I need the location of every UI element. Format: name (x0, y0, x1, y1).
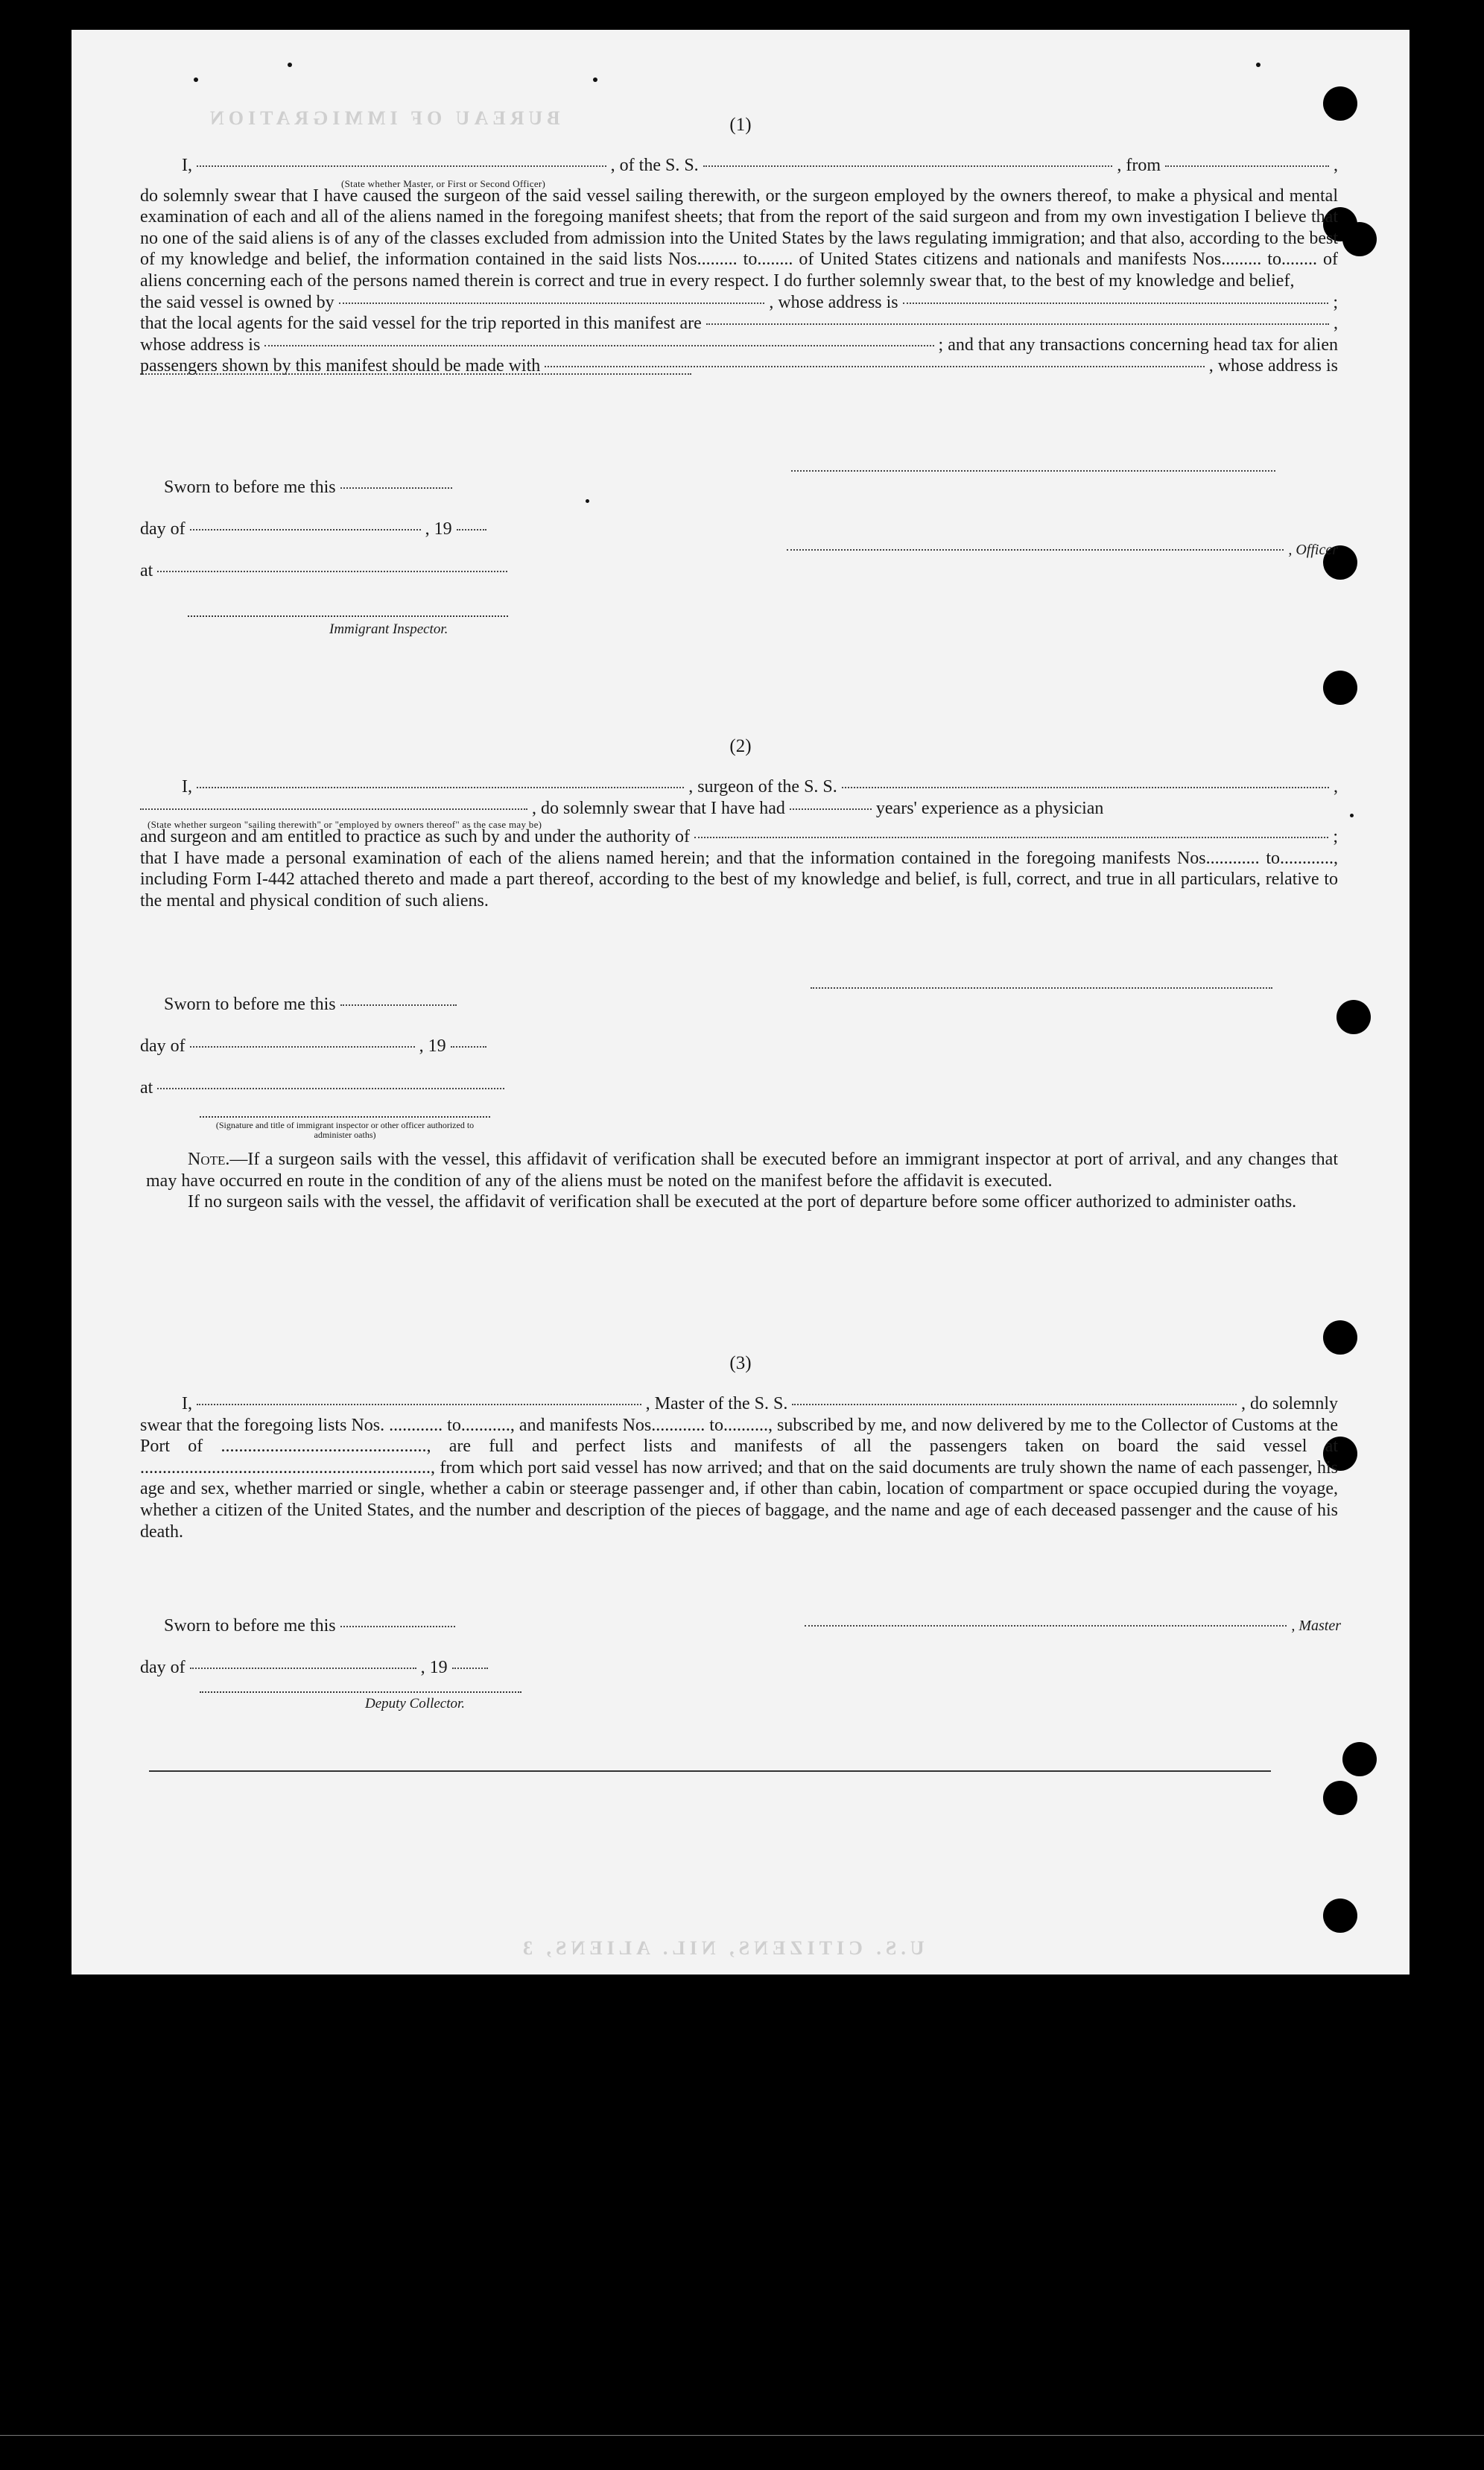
place-field[interactable] (157, 571, 507, 572)
officer-name-field[interactable] (197, 165, 606, 167)
label: I, (182, 777, 192, 797)
officer-label: , Officer (1288, 542, 1338, 558)
bottom-rule (149, 1770, 1271, 1772)
label: , Master of the S. S. (645, 1394, 788, 1413)
vessel-name-field[interactable] (703, 165, 1113, 167)
note-text: —If a surgeon sails with the vessel, this affidavit of verification shall be executed before an immigrant inspector at port of arrival, and any changes that may have occurred en route in the condition of any of the aliens must be noted on the manifest before the affidavit is executed. (146, 1150, 1338, 1191)
departure-port-field[interactable] (1165, 165, 1329, 167)
speck (194, 77, 198, 82)
label: ; (1333, 292, 1339, 312)
punch-hole (1323, 1899, 1357, 1933)
section-2-surgeon-sig (806, 991, 1342, 992)
owner-field[interactable] (339, 303, 765, 304)
officer-signature-line[interactable] (200, 1116, 490, 1118)
punch-hole (1323, 671, 1357, 705)
section-2-opening (140, 776, 1338, 912)
month-field[interactable] (190, 1668, 416, 1669)
punch-hole (1336, 1000, 1371, 1034)
section-1-officer-sig (787, 539, 1338, 561)
surgeon-name-field[interactable] (197, 787, 684, 788)
year-field[interactable] (457, 529, 486, 531)
form-page (72, 30, 1410, 1975)
note-text-2: If no surgeon sails with the vessel, the affidavit of verification shall be executed at the port of departure before some officer authorized to administer oaths. (188, 1192, 1297, 1212)
master-name-field[interactable] (197, 1404, 641, 1405)
section-3-jurat (164, 1615, 611, 1637)
affidavit-body: swear that the foregoing lists Nos. ............ to..........., and manifests Nos............ to.........., subscribed by me, and now delivered by me to the Collector of Customs at the Port of .............................................., are full and perfect lists and manifests of all the passengers taken on board the said vessel at ................................................................., from which port said vessel has now arrived; and that on the said documents are truly shown the name of each passenger, his age and sex, whether married or single, whether a cabin or steerage passenger and, if other than cabin, location of compartment or space occupied during the voyage, whether a citizen of the United States, and the number and description of the pieces of baggage, and the name and age of each deceased passenger and the cause of his death. (140, 1415, 1338, 1542)
master-signature-field[interactable] (805, 1625, 1287, 1627)
label: , 19 (425, 519, 452, 539)
month-field[interactable] (190, 1046, 415, 1048)
sworn-date-field[interactable] (340, 487, 452, 489)
month-field[interactable] (190, 529, 421, 531)
vessel-name-field[interactable] (842, 787, 1329, 788)
section-2-day (140, 1036, 617, 1057)
label: , do solemnly (1241, 1394, 1338, 1413)
year-field[interactable] (452, 1668, 488, 1669)
agents-field[interactable] (706, 323, 1329, 325)
punch-hole (1342, 222, 1377, 256)
master-label: , Master (1291, 1618, 1341, 1634)
section-2-note (146, 1149, 1338, 1213)
section-2-jurat (164, 994, 611, 1016)
officer-signature-field[interactable] (791, 470, 1275, 472)
label: ; (1333, 827, 1338, 847)
sworn-date-field[interactable] (340, 1004, 457, 1006)
speck (593, 77, 597, 82)
label: I, (182, 1394, 192, 1413)
label: at (140, 1078, 153, 1098)
vessel-name-field[interactable] (792, 1404, 1237, 1405)
speck (586, 499, 589, 503)
speck (1350, 814, 1354, 817)
section-1-day (140, 519, 587, 540)
label: passengers shown by this manifest should be made with (140, 356, 541, 376)
authority-field[interactable] (694, 837, 1328, 838)
surgeon-status-field[interactable] (140, 808, 527, 810)
section-2-number: (2) (729, 736, 752, 756)
label: day of (140, 1658, 186, 1677)
label: at (140, 561, 153, 580)
years-field[interactable] (790, 808, 872, 810)
agents-address-field[interactable] (264, 345, 933, 346)
field-hint: (State whether Master, or First or Second Officer) (341, 177, 546, 189)
place-field[interactable] (157, 1088, 504, 1089)
label: , (1334, 156, 1339, 175)
label: ; and that any transactions concerning head tax for alien (938, 335, 1338, 355)
label: day of (140, 1036, 186, 1056)
affidavit-body: do solemnly swear that I have caused the surgeon of the said vessel sailing therewith, or the surgeon employed by the owners thereof, to make a physical and mental examination of each and all of the aliens named in the foregoing manifest sheets; that from the report of the said surgeon and from my own investigation I believe that no one of the said aliens is of any of the classes excluded from admission into the United States by the laws regulating immigration; and that also, according to the best of my knowledge and belief, the information contained in the said lists Nos......... to........ of United States citizens and nationals and manifests Nos......... to........ of aliens concerning each of the persons named therein is correct and true in every respect. I do further solemnly swear that, to the best of my knowledge and belief, (140, 186, 1338, 291)
section-3-master-sig (805, 1615, 1341, 1637)
label: , (1334, 777, 1338, 797)
section-1-at (140, 560, 617, 582)
signature-hint: (Signature and title of immigrant inspector or other officer authorized to administer oaths) (215, 1120, 475, 1140)
head-tax-party-field[interactable] (545, 366, 1204, 367)
inspector-label: Immigrant Inspector. (329, 621, 448, 637)
label: Sworn to before me this (164, 1616, 336, 1635)
label: , from (1117, 156, 1161, 175)
year-field[interactable] (451, 1046, 486, 1048)
section-3-number: (3) (729, 1353, 752, 1373)
bleed-through-text: BUREAU OF IMMIGRATION (206, 107, 560, 129)
label: that the local agents for the said vessel for the trip reported in this manifest are (140, 314, 702, 334)
bleed-through-text: U.S. CITIZENS, NIL. ALIENS, 3 (519, 1937, 925, 1959)
label: , surgeon of the S. S. (688, 777, 837, 797)
section-1-jurat (164, 477, 611, 498)
label: , of the S. S. (610, 156, 699, 175)
label: , whose address is (1208, 356, 1338, 376)
punch-hole (1342, 1742, 1377, 1776)
label: whose address is (140, 335, 261, 355)
label: , do solemnly swear that I have had (532, 798, 785, 818)
section-1-number: (1) (729, 115, 752, 135)
deputy-signature-line[interactable] (200, 1691, 521, 1693)
section-1-officer (787, 474, 1338, 475)
label: Sworn to before me this (164, 478, 336, 497)
note-label: Note. (188, 1150, 230, 1169)
master-signature-field[interactable] (787, 549, 1284, 551)
deputy-label: Deputy Collector. (365, 1696, 466, 1711)
sworn-date-field[interactable] (340, 1626, 455, 1627)
label: day of (140, 519, 186, 539)
section-1-opening (140, 155, 1338, 379)
label: Sworn to before me this (164, 995, 336, 1014)
punch-hole (1323, 1781, 1357, 1815)
field-hint: (State whether surgeon "sailing therewith" or "employed by owners thereof" as the case may be) (148, 819, 542, 831)
owner-address-field[interactable] (903, 303, 1329, 304)
inspector-signature-line[interactable] (188, 615, 508, 617)
label: , whose address is (769, 292, 898, 312)
affidavit-body: that I have made a personal examination of each of the aliens named herein; and that the information contained in the foregoing manifests Nos............ to............, including Form I-442 attached thereto and made a part thereof, according to the best of my knowledge and belief, is full, correct, and true in all particulars, relative to the mental and physical condition of such aliens. (140, 848, 1338, 911)
label: years' experience as a physician (875, 798, 1104, 818)
scan-edge-line (0, 2435, 1484, 2436)
head-tax-address-field[interactable] (140, 373, 691, 375)
surgeon-signature-field[interactable] (811, 987, 1272, 989)
section-2-at (140, 1077, 617, 1099)
section-3-day (140, 1657, 617, 1679)
section-3-opening (140, 1393, 1338, 1542)
label: the said vessel is owned by (140, 292, 334, 312)
label: and surgeon and am entitled to practice as such by and under the authority of (140, 827, 690, 847)
label: , 19 (419, 1036, 446, 1056)
speck (1256, 63, 1261, 67)
label: , (1334, 314, 1338, 334)
punch-hole (1323, 1320, 1357, 1355)
label: , 19 (420, 1658, 448, 1677)
label: I, (182, 156, 192, 175)
speck (288, 63, 292, 67)
